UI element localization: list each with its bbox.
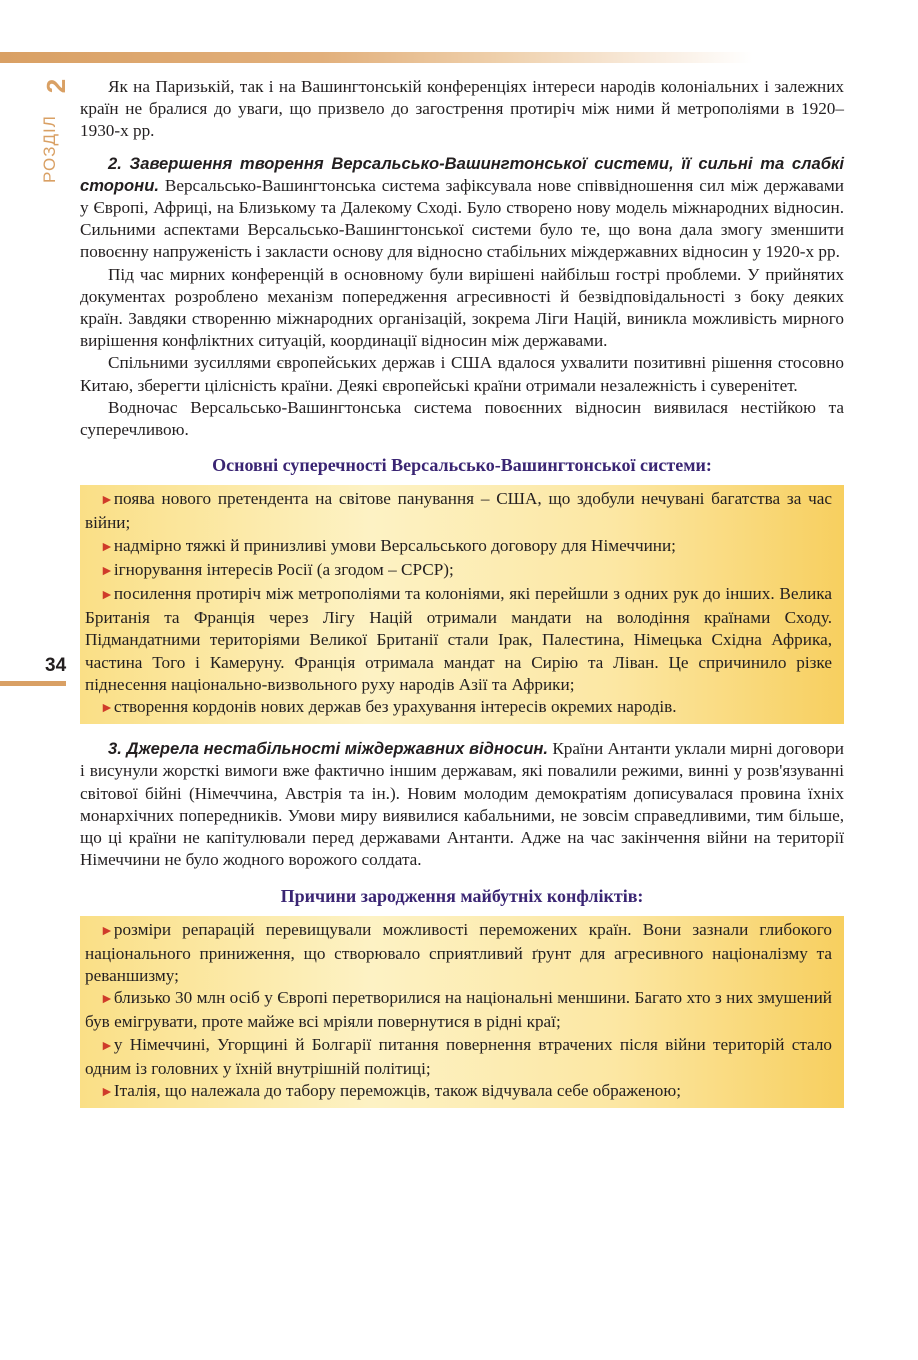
section3-paragraph bbox=[80, 738, 844, 871]
arrow-bullet-icon: ► bbox=[100, 539, 114, 555]
section3-text: Країни Антанти уклали мирні договори і висунули жорсткі вимоги вже фактично іншим державам, які повалили режими, винні у розв'язуванні світової бійні (Німеччина, Австрія та ін.). Новим молодим демократіям дописувалася провина їхніх монархічних попередників. Умови миру виявилися кабальними, не зовсім справедливими, тим більше, що ці країни не капітулювали перед державами Антанти. Адже на час закінчення війни на території Німеччини не було жодного ворожого солдата. bbox=[80, 739, 844, 870]
list-item: ►Італія, що належала до табору переможців, також відчувала себе ображеною; bbox=[100, 1080, 681, 1100]
arrow-bullet-icon: ► bbox=[100, 493, 114, 509]
list-item: ►посилення протиріч між метрополіями та колоніями, які перейшли з одних рук до інших. Велика Британія та Франція через Лігу Націй отримали мандати на володіння країнами Сходу. Підмандатними територіями Великої Британії стали Ірак, Палестина, Німецька Східна Африка, частина Того і Камеруну. Франція отримала мандат на Сирію та Ліван. Це спричинило різке піднесення національно-визвольного руху народів Азії та Африки; bbox=[85, 584, 832, 694]
list-item: ►близько 30 млн осіб у Європі перетворилися на національні меншини. Багато хто з них змушений був емігрувати, проте майже всі мріяли повернутися в рідні краї; bbox=[85, 988, 832, 1032]
section2-paragraph-2: Під час мирних конференцій в основному були вирішені найбільш гострі проблеми. У прийнятих документах розроблено механізм попередження агресивності й безвідповідальності з боку деяких країн. Завдяки створенню міжнародних організацій, зокрема Ліги Націй, виникла можливість мирного вирішення конфліктних ситуацій, координації відносин між державами. bbox=[80, 264, 844, 351]
section-label: РОЗДІЛ bbox=[40, 115, 59, 183]
section2-paragraph-4: Водночас Версальсько-Вашингтонська система повоєнних відносин виявилася нестійкою та суперечливою. bbox=[80, 397, 844, 440]
section-number: 2 bbox=[41, 78, 71, 94]
arrow-bullet-icon: ► bbox=[100, 1084, 114, 1100]
arrow-bullet-icon: ► bbox=[100, 701, 114, 717]
arrow-bullet-icon: ► bbox=[100, 588, 114, 604]
conflicts-box bbox=[80, 916, 844, 1109]
arrow-bullet-icon: ► bbox=[100, 563, 114, 579]
section-tag bbox=[34, 74, 74, 194]
list-item: ►у Німеччині, Угорщині й Болгарії питання повернення втрачених після війни територій стало одним із головних у їхній внутрішній політиці; bbox=[85, 1034, 832, 1078]
list-item: ►поява нового претендента на світове панування – США, що здобули нечувані багатства за час війни; bbox=[85, 489, 832, 533]
page-content bbox=[80, 76, 844, 1108]
page-number: 34 bbox=[45, 655, 67, 676]
section2-heading: 2. Завершення творення Версальсько-Вашингтонської системи, її сильні та слабкі сторони. bbox=[80, 153, 844, 195]
conflicts-box-title: Причини зародження майбутніх конфліктів: bbox=[280, 885, 644, 906]
top-decorative-bar bbox=[0, 52, 918, 63]
section2-text: Версальсько-Вашингтонська система зафіксувала нове співвідношення сил між державами у Європі, Африці, на Близькому та Далекому Сході. Було створено нову модель міжнародних відносин. Сильними аспектами Версальсько-Вашингтонської системи було те, що вона дала змогу зменшити повоєнну напруженість і закласти основу для відносно стабільних міждержавних відносин у 1920-х рр. bbox=[80, 175, 844, 262]
contradictions-box-title: Основні суперечності Версальсько-Вашингтонської системи: bbox=[212, 455, 712, 476]
section2-paragraph-3: Спільними зусиллями європейських держав і США вдалося ухвалити позитивні рішення стосовно Китаю, зберегти цілісність країни. Деякі європейські країни отримали незалежність і суверенітет. bbox=[80, 353, 844, 395]
list-item: ►ігнорування інтересів Росії (а згодом – СРСР); bbox=[100, 559, 454, 579]
intro-paragraph: Як на Паризькій, так і на Вашингтонській конференціях інтереси народів колоніальних і залежних країн не бралися до уваги, що призвело до загострення протиріч між ними й метрополіями в 1920–1930-х рр. bbox=[80, 77, 844, 141]
list-item: ►розміри репарацій перевищували можливості переможених країн. Вони зазнали глибокого національного приниження, що створювало сприятливий ґрунт для агресивного націоналізму та реваншизму; bbox=[85, 919, 832, 985]
page-number-rule bbox=[0, 681, 66, 686]
arrow-bullet-icon: ► bbox=[100, 992, 114, 1008]
arrow-bullet-icon: ► bbox=[100, 1038, 114, 1054]
list-item: ►створення кордонів нових держав без урахування інтересів окремих народів. bbox=[100, 697, 677, 717]
section2-paragraph-1 bbox=[80, 153, 844, 264]
arrow-bullet-icon: ► bbox=[100, 923, 114, 939]
section3-heading: 3. Джерела нестабільності міждержавних відносин. bbox=[108, 739, 549, 759]
list-item: ►надмірно тяжкі й принизливі умови Версальського договору для Німеччини; bbox=[100, 535, 676, 555]
contradictions-box bbox=[80, 485, 844, 724]
